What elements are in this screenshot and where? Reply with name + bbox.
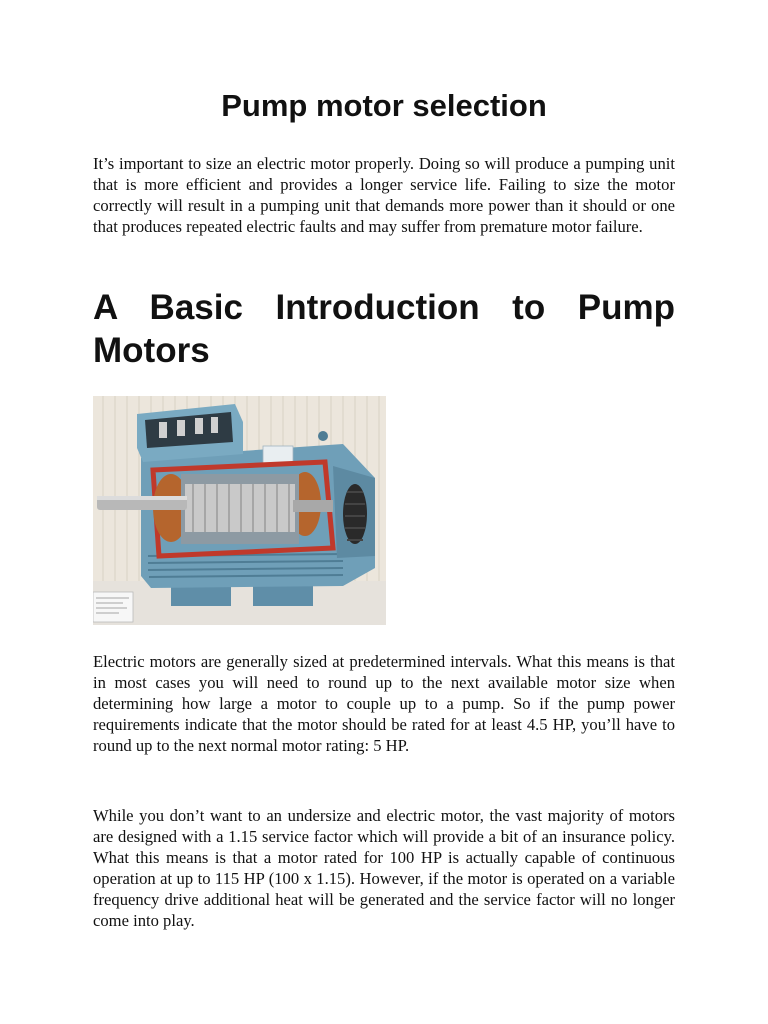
paragraph-service-factor: While you don’t want to an undersize and electric motor, the vast majority of motors are designed with a 1.15 service factor which will provide a bit of an insurance policy. What this means is that a motor rated for 100 HP is actually capable of continuous operation at up to 115 HP (100 x 1.15). However, if the motor is operated on a variable frequency drive additional heat will be generated and the service factor will no longer come into play. xyxy=(93,806,675,930)
electric-motor-cutaway-image xyxy=(93,396,386,625)
motor-illustration xyxy=(93,396,386,625)
paragraph-motor-sizing: Electric motors are generally sized at predetermined intervals. What this means is that in most cases you will need to round up to the next available motor size when determining how large a motor to couple up to a pump. So if the pump power requirements indicate that the motor should be rated for at least 4.5 HP, you’ll have to round up to the next normal motor rating: 5 HP. xyxy=(93,652,675,755)
page-title: Pump motor selection xyxy=(221,88,547,123)
intro-paragraph: It’s important to size an electric motor properly. Doing so will produce a pumping unit that is more efficient and provides a longer service life. Failing to size the motor correctly will result in a pumping unit that demands more power than it should or one that produces repeated electric faults and may suffer from premature motor failure. xyxy=(93,154,675,236)
section-heading: A Basic Introduction to Pump Motors xyxy=(93,288,675,370)
